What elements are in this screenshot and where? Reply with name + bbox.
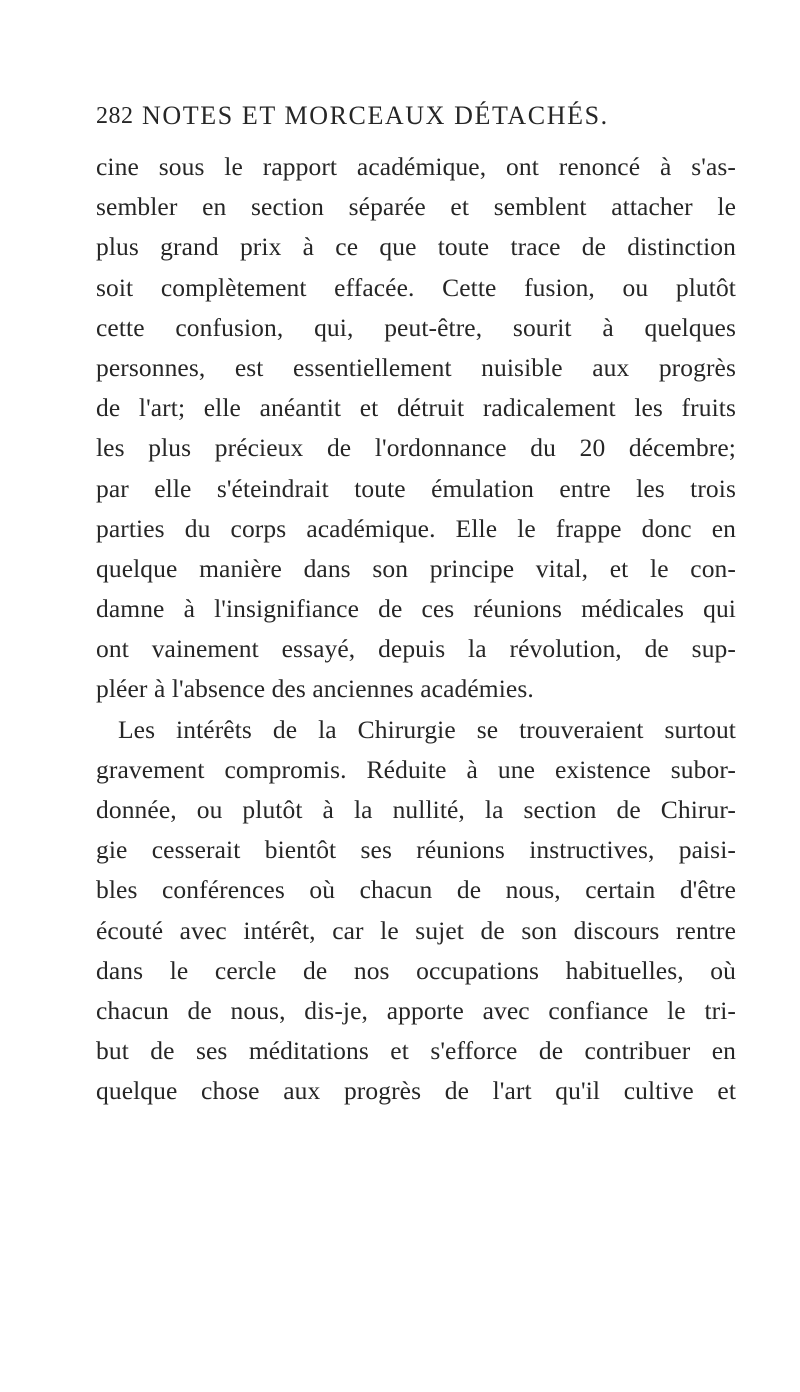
paragraph-2 <box>96 710 736 1112</box>
text-line: de l'art; elle anéantit et détruit radicalement les fruits <box>96 393 736 423</box>
text-line: gravement compromis. Réduite à une existence subor- <box>96 754 736 784</box>
text-line: quelque chose aux progrès de l'art qu'il cultive et <box>96 1076 736 1106</box>
text-line: dans le cercle de nos occupations habituelles, où <box>96 955 736 985</box>
text-line: cine sous le rapport académique, ont renoncé à s'as- <box>96 152 736 181</box>
text-line: Les intérêts de la Chirurgie se trouveraient surtout <box>118 714 736 744</box>
text-line: gie cesserait bientôt ses réunions instructives, paisi- <box>96 835 736 865</box>
text-line: bles conférences où chacun de nous, certain d'être <box>96 875 736 905</box>
page-number: 282 <box>96 103 134 129</box>
running-title: NOTES ET MORCEAUX DÉTACHÉS. <box>142 101 609 130</box>
text-line: quelque manière dans son principe vital, et le con- <box>96 553 736 583</box>
text-line: par elle s'éteindrait toute émulation entre les trois <box>96 473 736 503</box>
text-line: donnée, ou plutôt à la nullité, la section de Chirur- <box>96 795 736 824</box>
text-line: personnes, est essentiellement nuisible aux progrès <box>96 352 736 382</box>
body-text <box>96 147 736 1112</box>
text-line: sembler en section séparée et semblent attacher le <box>96 192 736 222</box>
page-header <box>96 101 736 141</box>
text-line: but de ses méditations et s'efforce de contribuer en <box>96 1036 736 1066</box>
text-line: pléer à l'absence des anciennes académies. <box>96 674 534 704</box>
text-line: soit complètement effacée. Cette fusion, ou plutôt <box>96 272 736 302</box>
text-line: les plus précieux de l'ordonnance du 20 décembre; <box>96 433 736 463</box>
text-line: cette confusion, qui, peut-être, sourit à quelques <box>96 312 736 342</box>
text-line: damne à l'insignifiance de ces réunions médicales qui <box>96 594 736 624</box>
text-line: parties du corps académique. Elle le frappe donc en <box>96 513 736 543</box>
text-line: écouté avec intérêt, car le sujet de son discours rentre <box>96 915 736 945</box>
text-line: ont vainement essayé, depuis la révolution, de sup- <box>96 634 736 664</box>
paragraph-1 <box>96 147 736 710</box>
text-line: chacun de nous, dis-je, apporte avec confiance le tri- <box>96 995 736 1025</box>
text-line: plus grand prix à ce que toute trace de distinction <box>96 232 736 262</box>
